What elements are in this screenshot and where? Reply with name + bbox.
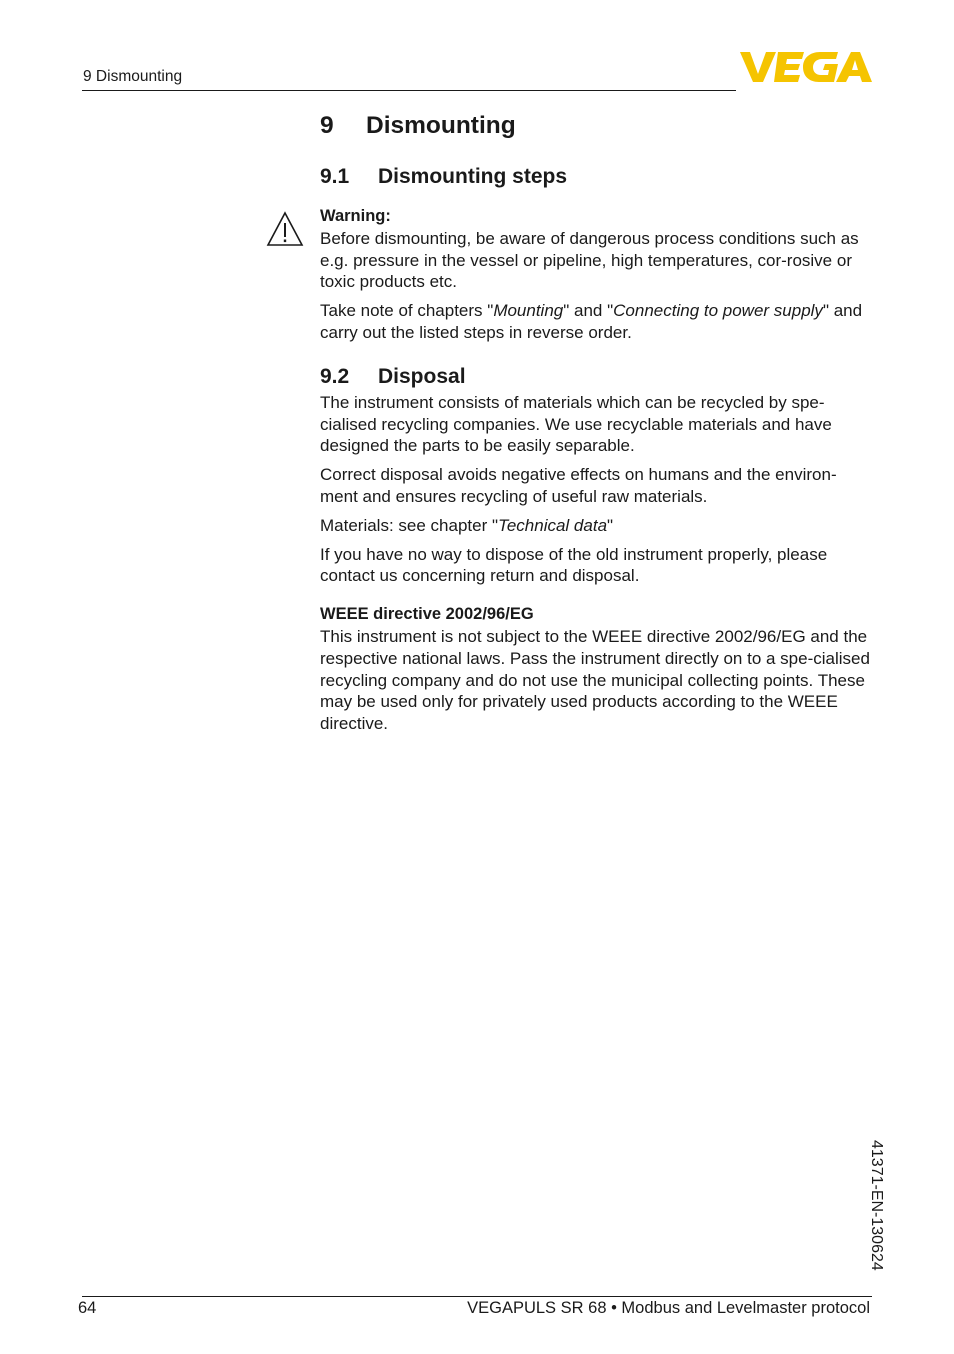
materials-text: Materials: see chapter ": [320, 515, 499, 535]
chapter-heading: [320, 108, 872, 144]
chapter-reference-mounting: Mounting: [493, 301, 564, 321]
header-divider: [82, 90, 736, 91]
chapter-title: Dismounting: [366, 112, 516, 139]
disposal-paragraph: The instrument consists of materials which can be recycled by spe-cialised recycling companies. We use recyclable materials and have designed the parts to be easily separable.: [320, 392, 832, 456]
weee-text: This instrument is not subject to the WEEE directive 2002/96/EG and the respective national laws. Pass the instrument directly on to a spe-cialised recycling company and do not use the municipal collecting points. These may be used only for privately used products according to the WEEE directive.: [320, 626, 870, 734]
reverse-order-note: [320, 300, 872, 344]
weee-heading: WEEE directive 2002/96/EG: [320, 605, 534, 624]
section-heading-dismounting-steps: [320, 162, 872, 192]
chapter-number: 9: [320, 112, 334, 139]
main-content: [320, 108, 872, 735]
section-title: Disposal: [378, 364, 466, 388]
vega-logo: [740, 50, 872, 84]
chapter-reference-power-supply: Connecting to power supply: [613, 301, 823, 321]
warning-text: Before dismounting, be aware of dangerous process conditions such as e.g. pressure in the vessel or pipeline, high temperatures, cor-rosive or toxic products etc.: [320, 228, 859, 292]
note-text: Take note of chapters ": [320, 301, 494, 321]
running-header: 9 Dismounting: [83, 68, 183, 85]
document-code: 41371-EN-130624: [868, 1140, 885, 1271]
materials-text: ": [607, 515, 614, 535]
disposal-paragraph: Correct disposal avoids negative effects on humans and the environ-ment and ensures recycling of useful raw materials.: [320, 465, 837, 506]
footer-document-title: VEGAPULS SR 68 • Modbus and Levelmaster protocol: [467, 1299, 870, 1317]
section-number: 9.2: [320, 364, 350, 388]
section-heading-disposal: [320, 362, 872, 392]
chapter-reference-technical-data: Technical data: [498, 515, 608, 535]
materials-reference: [320, 515, 872, 537]
note-text: " and carry out the listed steps in reverse order.: [320, 301, 863, 342]
footer-divider: [82, 1296, 872, 1297]
page-number: 64: [78, 1299, 97, 1317]
warning-triangle-icon: [266, 211, 304, 247]
section-title: Dismounting steps: [378, 165, 568, 188]
warning-block: [320, 206, 872, 293]
note-text: " and ": [563, 301, 614, 321]
section-number: 9.1: [320, 165, 350, 188]
disposal-paragraph: If you have no way to dispose of the old instrument properly, please contact us concerning return and disposal.: [320, 544, 828, 586]
warning-label: Warning:: [320, 207, 391, 225]
